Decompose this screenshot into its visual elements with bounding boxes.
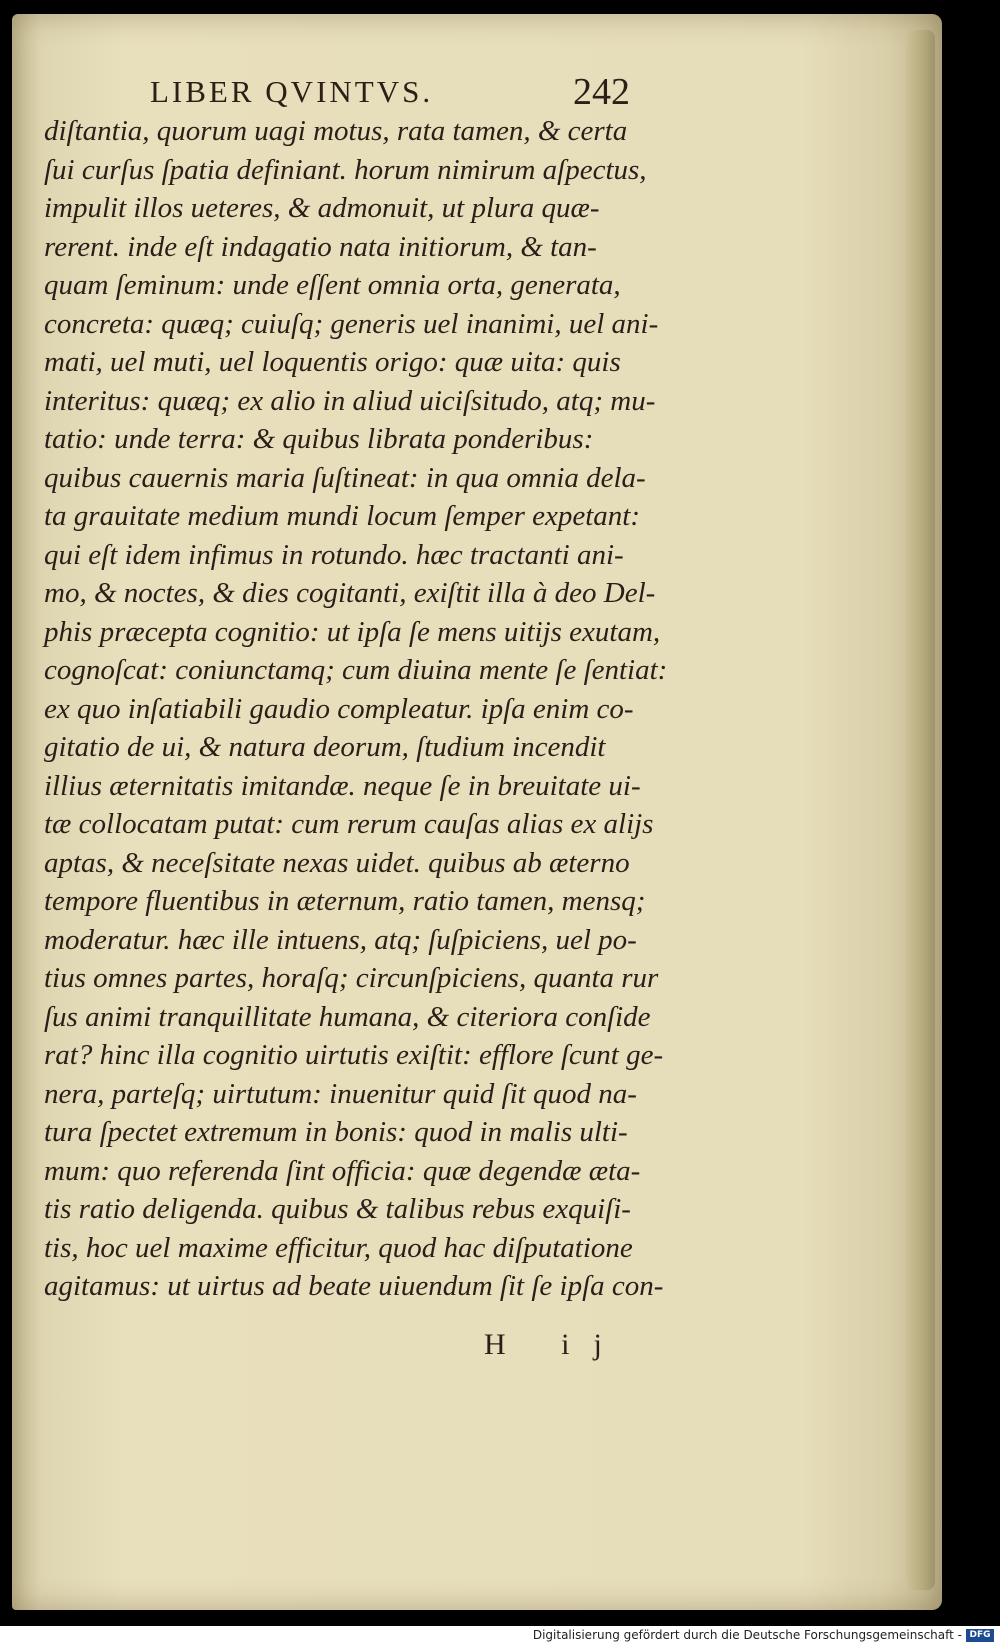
footer-bar	[0, 1626, 1000, 1646]
text-line: phis præcepta cognitio: ut ipſa ſe mens uitijs exutam,	[44, 615, 661, 648]
dfg-logo: DFG	[966, 1629, 994, 1642]
text-line: tius omnes partes, horaſq; circunſpiciens, quanta rur	[44, 962, 659, 994]
text-line: rerent. inde eſt indagatio nata initiorum, & tan-	[44, 230, 597, 263]
text-line: mati, uel muti, uel loquentis origo: quæ uita: quis	[44, 346, 621, 378]
text-line: illius æternitatis imitandæ. neque ſe in breuitate ui-	[44, 769, 641, 802]
running-head-title: LIBER QVINTVS.	[150, 74, 434, 109]
text-line: ſus animi tranquillitate humana, & citeriora conſide	[44, 1000, 651, 1033]
text-line: tæ collocatam putat: cum rerum cauſas alias ex alijs	[44, 808, 654, 840]
page-edge	[905, 30, 935, 1590]
signature-mark: H ij	[484, 1328, 626, 1361]
text-line: diſtantia, quorum uagi motus, rata tamen, & certa	[44, 115, 628, 147]
text-line: concreta: quæq; cuiuſq; generis uel inanimi, uel ani-	[44, 307, 659, 340]
text-line: tatio: unde terra: & quibus librata ponderibus:	[44, 423, 594, 455]
running-head	[150, 71, 670, 114]
text-line: mo, & noctes, & dies cogitanti, exiſtit illa à deo Del-	[44, 577, 656, 609]
text-line: tis, hoc uel maxime efficitur, quod hac diſputatione	[44, 1231, 633, 1264]
text-line: moderatur. hæc ille intuens, atq; ſuſpiciens, uel po-	[44, 923, 637, 956]
text-line: aptas, & neceſsitate nexas uidet. quibus ab æterno	[44, 846, 630, 879]
text-line: ſui curſus ſpatia definiant. horum nimirum aſpectus,	[44, 153, 647, 186]
body-text	[44, 112, 674, 1306]
text-line: agitamus: ut uirtus ad beate uiuendum ſit ſe ipſa con-	[44, 1270, 664, 1302]
text-line: quibus cauernis maria ſuſtineat: in qua omnia dela-	[44, 461, 646, 494]
text-line: mum: quo referenda ſint officia: quæ degendæ æta-	[44, 1154, 641, 1187]
text-line: ex quo inſatiabili gaudio compleatur. ipſa enim co-	[44, 692, 634, 725]
text-line: nera, parteſq; uirtutum: inuenitur quid ſit quod na-	[44, 1077, 637, 1110]
text-line: quam ſeminum: unde eſſent omnia orta, generata,	[44, 269, 621, 301]
text-line: impulit illos ueteres, & admonuit, ut plura quæ-	[44, 192, 600, 224]
text-line: tempore fluentibus in æternum, ratio tamen, mensq;	[44, 885, 646, 917]
text-line: rat? hinc illa cognitio uirtutis exiſtit: efflore ſcunt ge-	[44, 1039, 664, 1071]
text-line: qui eſt idem infimus in rotundo. hæc tractanti ani-	[44, 538, 624, 571]
text-line: tis ratio deligenda. quibus & talibus rebus exquiſi-	[44, 1193, 631, 1225]
footer-credit: Digitalisierung gefördert durch die Deutsche Forschungsgemeinschaft -	[532, 1628, 962, 1642]
text-line: gitatio de ui, & natura deorum, ſtudium incendit	[44, 731, 606, 763]
text-line: interitus: quæq; ex alio in aliud uiciſsitudo, atq; mu-	[44, 384, 656, 417]
text-line: cognoſcat: coniunctamq; cum diuina mente ſe ſentiat:	[44, 654, 668, 686]
text-line: ta grauitate medium mundi locum ſemper expetant:	[44, 500, 640, 532]
page-number: 242	[573, 71, 630, 113]
text-line: tura ſpectet extremum in bonis: quod in malis ulti-	[44, 1116, 628, 1148]
